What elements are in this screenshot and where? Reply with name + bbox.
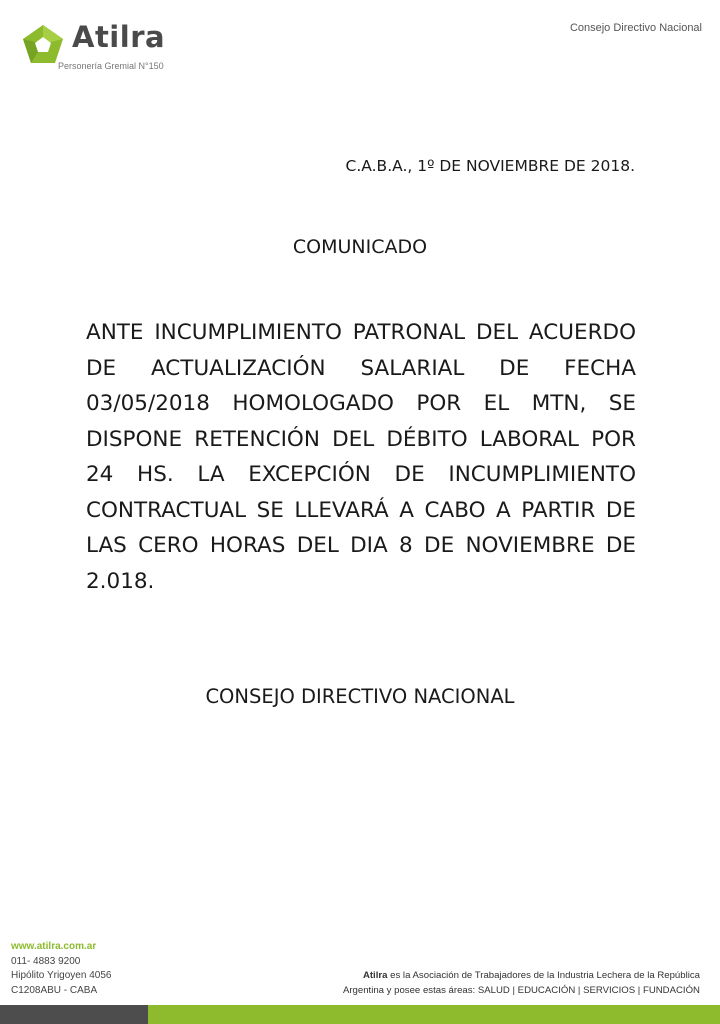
brand-subtitle: Personería Gremial N°150	[58, 61, 164, 71]
about-line-1-text: es la Asociación de Trabajadores de la Industria Lechera de la República	[387, 970, 700, 981]
document-body: ANTE INCUMPLIMIENTO PATRONAL DEL ACUERDO DE ACTUALIZACIÓN SALARIAL DE FECHA 03/05/2018 HOMOLOGADO POR EL MTN, SE DISPONE RETENCIÓN DEL DÉBITO LABORAL POR 24 HS. LA EXCEPCIÓN DE INCUMPLIMIENTO CONTRACTUAL SE LLEVARÁ A CABO A PARTIR DE LAS CERO HORAS DEL DIA 8 DE NOVIEMBRE DE 2.018.	[86, 320, 636, 594]
footer-bar-dark	[0, 1005, 148, 1024]
footer-contact	[11, 940, 111, 998]
brand-name: Atilra	[72, 20, 166, 54]
about-brand: Atilra	[362, 970, 388, 981]
address-line-1: Hipólito Yrigoyen 4056	[11, 970, 112, 981]
about-line-1	[343, 968, 700, 983]
address-line-2: C1208ABU - CABA	[11, 984, 98, 996]
footer-about	[343, 968, 700, 998]
atilra-logo-icon	[22, 24, 64, 64]
document-title: COMUNICADO	[292, 236, 428, 258]
about-line-2: Argentina y posee estas áreas: SALUD | EDUCACIÓN | SERVICIOS | FUNDACIÓN	[342, 985, 700, 996]
header-council-label: Consejo Directivo Nacional	[569, 22, 702, 34]
footer-bar-green	[148, 1005, 720, 1024]
document-date: C.A.B.A., 1º DE NOVIEMBRE DE 2018.	[345, 157, 635, 175]
document-signature: CONSEJO DIRECTIVO NACIONAL	[205, 685, 515, 708]
phone-number: 011- 4883 9200	[11, 955, 81, 967]
footer-color-bar	[0, 1005, 720, 1024]
website-link[interactable]: www.atilra.com.ar	[11, 941, 97, 952]
